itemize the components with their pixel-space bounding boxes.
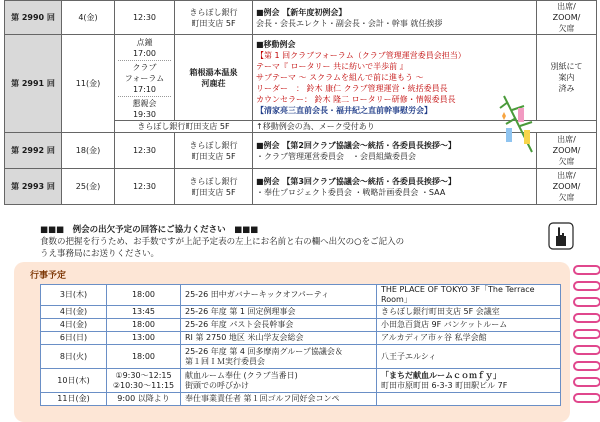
binder-ring-icon [573,345,600,355]
event-time-line: ②10:30～11:15 [112,380,175,390]
time-line: クラブ [132,63,157,72]
binder-rings [573,265,599,407]
makeup-place: きらぼし銀行町田支店 5F [115,121,253,133]
content-line: ・クラブ管理運営委員会 ・会員組織委員会 [256,151,416,161]
content-line: ・奉仕プロジェクト委員会 ・戦略計画委員会 ・SAA [256,187,446,197]
meeting-content [253,1,537,35]
content-line: テーマ『 ロータリー 共に紡いで半歩前 』 [256,62,408,71]
meeting-number: 第 2992 回 [5,133,62,169]
time-divider [118,60,171,61]
event-time [107,369,181,393]
content-line: 【清家亮三直前会長・福井紀之直前幹事慰労会】 [256,106,432,115]
meeting-content [253,133,537,169]
event-date: 10日(木) [41,369,107,393]
attendance-option: 欠席 [558,24,575,33]
notice-heading: ■■■ 例会の出欠予定の回答にご協力ください ■■■ [40,225,259,235]
attendance-cell[interactable] [537,133,597,169]
attendance-option: ZOOM/ [552,146,581,155]
meeting-date: 4(金) [62,1,115,35]
attendance-notice [40,224,560,260]
meeting-place [175,169,253,205]
place-line: 河鹿荘 [201,78,226,88]
attendance-option: ZOOM/ [552,13,581,22]
place-line: 箱根湯本温泉 [189,67,238,77]
attendance-cell[interactable] [537,169,597,205]
attendance-note: 案内 [558,73,575,82]
attendance-cell[interactable] [537,1,597,35]
event-name: 25-26 年度 パスト会長幹事会 [181,319,377,332]
event-row [41,306,561,319]
place-line: きらぼし銀行 [189,7,238,17]
event-name: 奉仕事業責任者 第１回ゴルフ同好会コンペ [181,393,377,406]
event-row [41,332,561,345]
attendance-option: 出席/ [557,171,576,180]
meeting-number: 第 2993 回 [5,169,62,205]
time-line: 点鐘 [136,38,153,47]
event-place: THE PLACE OF TOKYO 3F「The Terrace Room」 [377,285,561,306]
attendance-option: 出席/ [557,135,576,144]
makeup-note: ↑移動例会の為、メーク受付あり [253,121,597,133]
event-place-line: 町田市原町田 6-3-3 町田駅ビル 7F [381,380,508,390]
pointing-hand-icon [548,222,574,250]
event-date: 3日(木) [41,285,107,306]
content-title: ■例会 【第2回クラブ協議会～統括・各委員長挨拶～】 [256,140,456,150]
event-place: 小田急百貨店 9F バンケットルーム [377,319,561,332]
event-name [181,369,377,393]
attendance-option: ZOOM/ [552,182,581,191]
notice-line: 食数の把握を行うため、お手数ですが上記予定表の左上にお名前と右の欄へ出欠の○をご記入の [40,237,405,247]
time-line: 19:30 [132,110,157,119]
event-name-line: 25-26 年度 第 4 回多摩南グループ協議会＆ [185,346,343,356]
binder-ring-icon [573,313,600,323]
event-row [41,285,561,306]
attendance-note: 済み [558,84,575,93]
content-line: 【第 1 回クラブフォーラム（クラブ管理運営委員会担当） [256,51,466,60]
event-name: 25-26 田中ガバナーキックオフパーティ [181,285,377,306]
event-name-line: 第１回ＩＭ実行委員会 [185,356,265,366]
event-row [41,393,561,406]
event-place: 八王子エルシィ [377,345,561,369]
meeting-place [175,35,253,121]
event-date: 11日(金) [41,393,107,406]
event-time: 13:00 [107,332,181,345]
meeting-time: 12:30 [115,133,175,169]
event-name: RI 第 2750 地区 米山学友会総会 [181,332,377,345]
content-line: リーダー ： 鈴木 康仁 クラブ管理運営・統括委員長 [256,84,448,93]
time-divider [118,96,171,97]
event-time-line: ①9:30～12:15 [115,370,172,380]
attendance-option: 欠席 [558,157,575,166]
event-name [181,345,377,369]
place-line: 町田支店 5F [191,151,236,161]
meeting-content [253,169,537,205]
place-line: 町田支店 5F [191,187,236,197]
binder-ring-icon [573,361,600,371]
meeting-place [175,133,253,169]
meeting-number: 第 2991 回 [5,35,62,133]
event-schedule-table [40,284,561,406]
binder-ring-icon [573,281,600,291]
event-time: 18:00 [107,319,181,332]
event-name: 25-26 年度 第 1 回定例理事会 [181,306,377,319]
meeting-time: 12:30 [115,169,175,205]
binder-ring-icon [573,393,600,403]
content-line: 会長・会長エレクト・副会長・会計・幹事 就任挨拶 [256,18,443,28]
attendance-note: 別紙にて [550,62,583,71]
event-date: 4日(金) [41,306,107,319]
meeting-content [253,35,537,121]
schedule-row [5,169,597,205]
event-time: 13:45 [107,306,181,319]
event-time: 18:00 [107,345,181,369]
notice-line: うえ事務局にお送りください。 [40,249,160,259]
content-line: カウンセラー： 鈴木 隆二 ロータリー研修・情報委員長 [256,95,456,104]
binder-ring-icon [573,265,600,275]
event-date: 6日(日) [41,332,107,345]
event-place: きらぼし銀行町田支店 5F 会議室 [377,306,561,319]
content-line: サブテーマ ～ スクラムを組んで前に進もう ～ [256,73,424,82]
place-line: 町田支店 5F [191,18,236,28]
event-place-line: 「まちだ献血ルームｃｏｍｆｙ」 [381,370,501,380]
attendance-cell [537,35,597,121]
schedule-row [5,1,597,35]
content-title: ■例会 【第3回クラブ協議会～統括・各委員長挨拶～】 [256,176,456,186]
time-line: フォーラム [124,74,165,83]
event-row [41,345,561,369]
place-line: きらぼし銀行 [189,140,238,150]
attendance-option: 欠席 [558,193,575,202]
event-place: アルカディア市ヶ谷 私学会館 [377,332,561,345]
meeting-time [115,35,175,121]
event-name-line: 献血ルーム奉仕 (クラブ当番日) [185,370,298,380]
meeting-date: 11(金) [62,35,115,133]
time-line: 17:10 [132,85,157,94]
event-row [41,369,561,393]
meeting-date: 18(金) [62,133,115,169]
event-row [41,319,561,332]
event-time: 18:00 [107,285,181,306]
tanabata-decoration-icon [498,94,540,154]
content-title: ■例会 【新年度初例会】 [256,7,347,17]
event-place [377,369,561,393]
event-place [377,393,561,406]
meeting-date: 25(金) [62,169,115,205]
content-title: ■移動例会 [256,40,296,49]
event-date: 8日(火) [41,345,107,369]
binder-ring-icon [573,377,600,387]
event-name-line: 街頭での呼びかけ [185,380,249,390]
event-date: 4日(金) [41,319,107,332]
binder-ring-icon [573,329,600,339]
binder-ring-icon [573,297,600,307]
time-line: 懇親会 [132,99,157,108]
event-time: 9:00 以降より [107,393,181,406]
meeting-number: 第 2990 回 [5,1,62,35]
time-line: 17:00 [132,49,157,58]
meeting-place [175,1,253,35]
event-schedule-title: 行事予定 [30,271,67,281]
attendance-option: 出席/ [557,2,576,11]
place-line: きらぼし銀行 [189,176,238,186]
meeting-time: 12:30 [115,1,175,35]
